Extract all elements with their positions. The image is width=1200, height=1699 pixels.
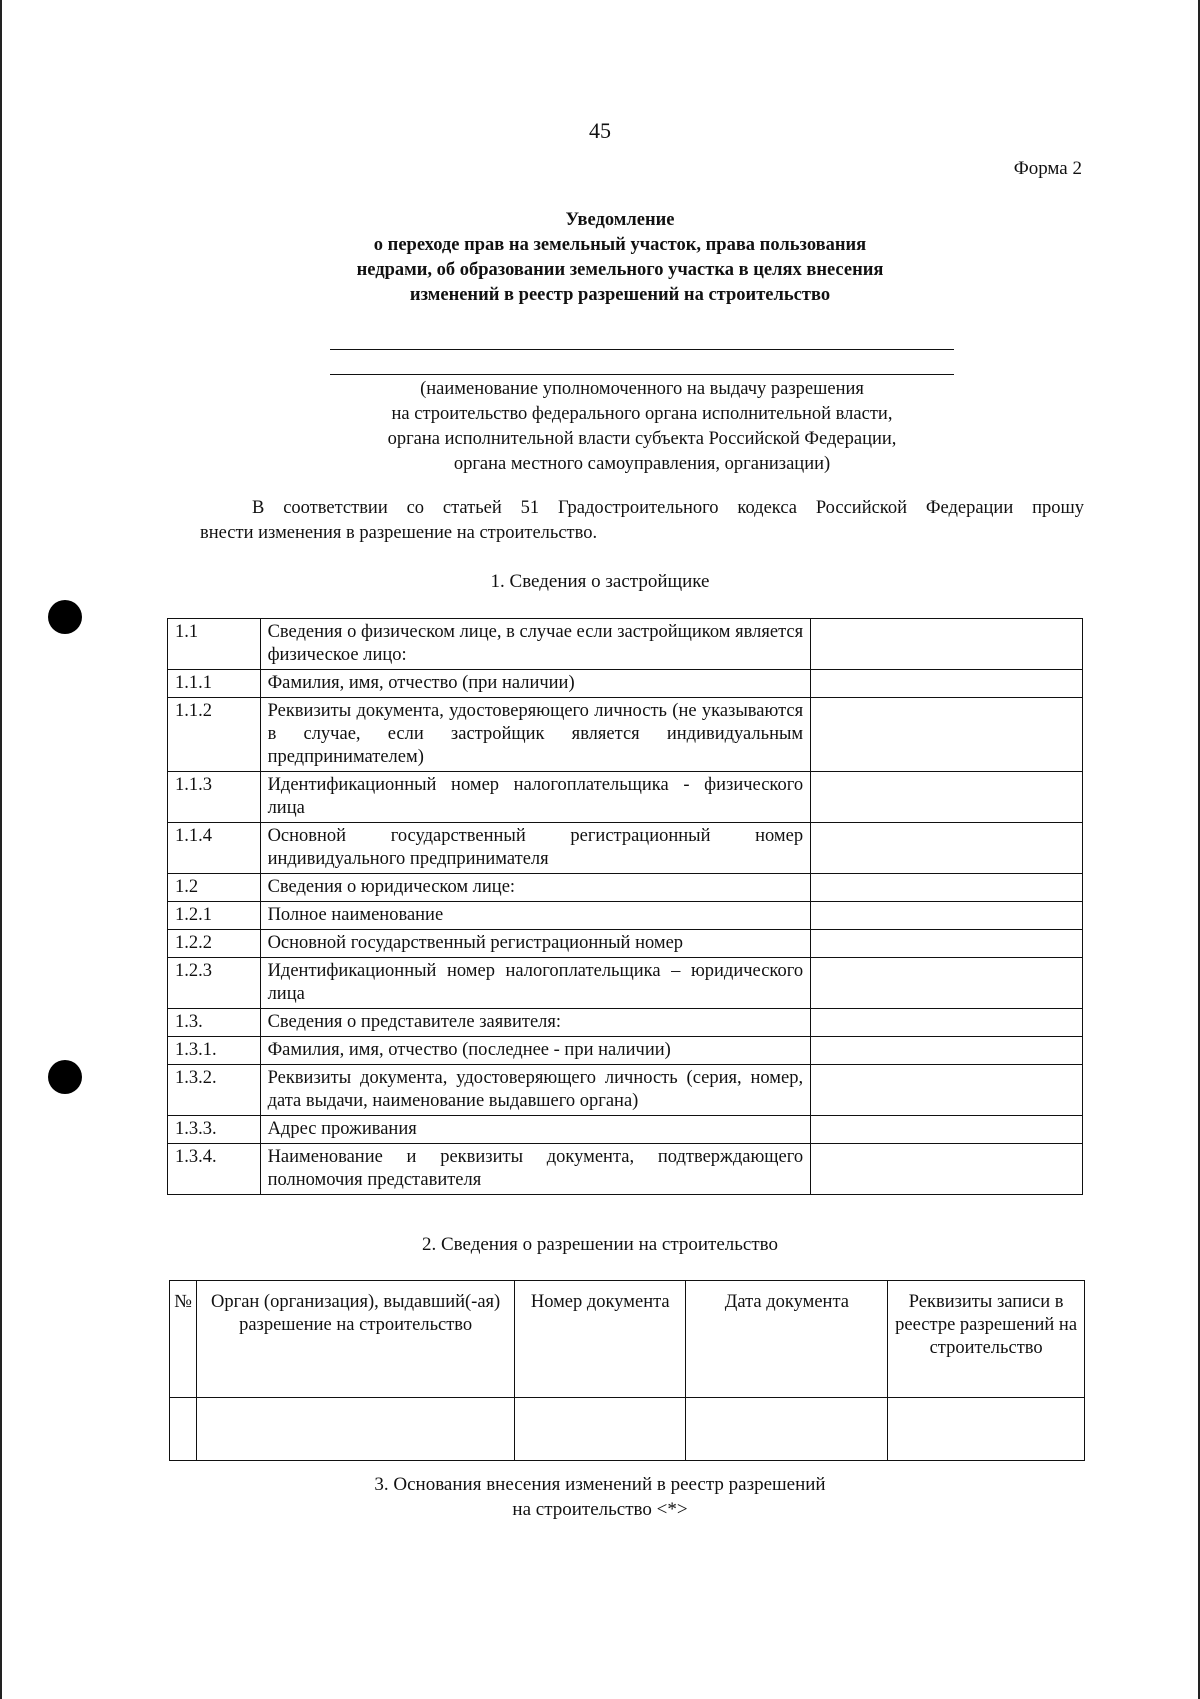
authority-caption xyxy=(320,377,964,477)
row-label: Идентификационный номер налогоплательщика - физического лица xyxy=(260,772,811,823)
row-number: 1.3.2. xyxy=(168,1065,261,1116)
section-3-title-line-1: 3. Основания внесения изменений в реестр разрешений xyxy=(374,1474,826,1495)
developer-info-table xyxy=(167,618,1083,1195)
row-number: 1.1 xyxy=(168,619,261,670)
developer-info-row xyxy=(168,902,1083,930)
row-number: 1.2.3 xyxy=(168,958,261,1009)
permit-cell-authority[interactable] xyxy=(197,1398,515,1461)
permit-info-table xyxy=(169,1280,1085,1461)
permit-header-doc-date: Дата документа xyxy=(686,1281,888,1398)
scan-edge-left xyxy=(0,0,2,1699)
permit-cell-doc-number[interactable] xyxy=(515,1398,686,1461)
permit-header-number: № xyxy=(170,1281,197,1398)
developer-info-row xyxy=(168,1037,1083,1065)
row-number: 1.3.4. xyxy=(168,1144,261,1195)
punch-hole-upper xyxy=(48,600,82,634)
page-number: 45 xyxy=(589,118,611,143)
row-label: Полное наименование xyxy=(260,902,811,930)
row-value-cell[interactable] xyxy=(811,619,1083,670)
row-label: Основной государственный регистрационный номер индивидуального предпринимателя xyxy=(260,823,811,874)
row-label: Сведения о юридическом лице: xyxy=(260,874,811,902)
developer-info-row xyxy=(168,874,1083,902)
developer-info-row xyxy=(168,772,1083,823)
row-label: Фамилия, имя, отчество (при наличии) xyxy=(260,670,811,698)
section-2-title: 2. Сведения о разрешении на строительство xyxy=(421,1234,779,1255)
row-value-cell[interactable] xyxy=(811,958,1083,1009)
row-label: Адрес проживания xyxy=(260,1116,811,1144)
row-number: 1.3.3. xyxy=(168,1116,261,1144)
authority-caption-line-1: (наименование уполномоченного на выдачу разрешения xyxy=(420,379,864,399)
row-number: 1.3. xyxy=(168,1009,261,1037)
row-label: Сведения о представителе заявителя: xyxy=(260,1009,811,1037)
permit-cell-number[interactable] xyxy=(170,1398,197,1461)
row-value-cell[interactable] xyxy=(811,698,1083,772)
title-line-1: Уведомление xyxy=(565,210,675,230)
row-value-cell[interactable] xyxy=(811,902,1083,930)
developer-info-row xyxy=(168,1065,1083,1116)
developer-info-row xyxy=(168,1009,1083,1037)
developer-info-row xyxy=(168,958,1083,1009)
permit-cell-registry-record[interactable] xyxy=(888,1398,1085,1461)
row-number: 1.1.3 xyxy=(168,772,261,823)
title-line-4: изменений в реестр разрешений на строительство xyxy=(409,285,831,305)
title-line-3: недрами, об образовании земельного участка в целях внесения xyxy=(356,260,884,280)
authority-caption-line-2: на строительство федерального органа исполнительной власти, xyxy=(391,404,893,424)
permit-header-registry-record: Реквизиты записи в реестре разрешений на строительство xyxy=(888,1281,1085,1398)
section-1-title: 1. Сведения о застройщике xyxy=(490,571,710,592)
row-value-cell[interactable] xyxy=(811,772,1083,823)
row-label: Основной государственный регистрационный номер xyxy=(260,930,811,958)
row-value-cell[interactable] xyxy=(811,823,1083,874)
developer-info-row xyxy=(168,698,1083,772)
row-label: Наименование и реквизиты документа, подтверждающего полномочия представителя xyxy=(260,1144,811,1195)
row-number: 1.1.1 xyxy=(168,670,261,698)
request-line-1: В соответствии со статьей 51 Градостроительного кодекса Российской Федерации прошу xyxy=(252,498,1084,518)
document-title xyxy=(300,208,940,308)
row-value-cell[interactable] xyxy=(811,930,1083,958)
form-label: Форма 2 xyxy=(1013,158,1082,179)
authority-caption-line-3: органа исполнительной власти субъекта Российской Федерации, xyxy=(387,429,897,449)
title-line-2: о переходе прав на земельный участок, права пользования xyxy=(373,235,867,255)
punch-hole-lower xyxy=(48,1060,82,1094)
row-value-cell[interactable] xyxy=(811,1037,1083,1065)
row-number: 1.2 xyxy=(168,874,261,902)
permit-table-row xyxy=(170,1398,1085,1461)
row-number: 1.3.1. xyxy=(168,1037,261,1065)
row-label: Фамилия, имя, отчество (последнее - при наличии) xyxy=(260,1037,811,1065)
row-value-cell[interactable] xyxy=(811,1065,1083,1116)
row-number: 1.2.1 xyxy=(168,902,261,930)
authority-fill-line-2 xyxy=(330,374,954,375)
developer-info-row xyxy=(168,619,1083,670)
permit-header-authority: Орган (организация), выдавший(-ая) разрешение на строительство xyxy=(197,1281,515,1398)
authority-caption-line-4: органа местного самоуправления, организации) xyxy=(453,454,831,474)
section-3-title xyxy=(0,1472,1200,1522)
request-line-2: внести изменения в разрешение на строительство. xyxy=(200,523,598,543)
row-label: Реквизиты документа, удостоверяющего личность (не указываются в случае, если застройщик является индивидуальным предпринимателем) xyxy=(260,698,811,772)
developer-info-row xyxy=(168,930,1083,958)
row-number: 1.1.2 xyxy=(168,698,261,772)
row-value-cell[interactable] xyxy=(811,1009,1083,1037)
permit-cell-doc-date[interactable] xyxy=(686,1398,888,1461)
section-3-title-line-2: на строительство <*> xyxy=(512,1499,688,1520)
row-number: 1.2.2 xyxy=(168,930,261,958)
row-value-cell[interactable] xyxy=(811,1144,1083,1195)
permit-header-doc-number: Номер документа xyxy=(515,1281,686,1398)
row-number: 1.1.4 xyxy=(168,823,261,874)
authority-fill-line-1 xyxy=(330,349,954,350)
developer-info-row xyxy=(168,823,1083,874)
developer-info-row xyxy=(168,1116,1083,1144)
row-label: Идентификационный номер налогоплательщика – юридического лица xyxy=(260,958,811,1009)
developer-info-row xyxy=(168,670,1083,698)
request-paragraph xyxy=(200,496,1084,546)
row-value-cell[interactable] xyxy=(811,1116,1083,1144)
row-value-cell[interactable] xyxy=(811,874,1083,902)
row-label: Реквизиты документа, удостоверяющего личность (серия, номер, дата выдачи, наименование выдавшего органа) xyxy=(260,1065,811,1116)
row-value-cell[interactable] xyxy=(811,670,1083,698)
row-label: Сведения о физическом лице, в случае если застройщиком является физическое лицо: xyxy=(260,619,811,670)
developer-info-row xyxy=(168,1144,1083,1195)
permit-table-header-row xyxy=(170,1281,1085,1398)
